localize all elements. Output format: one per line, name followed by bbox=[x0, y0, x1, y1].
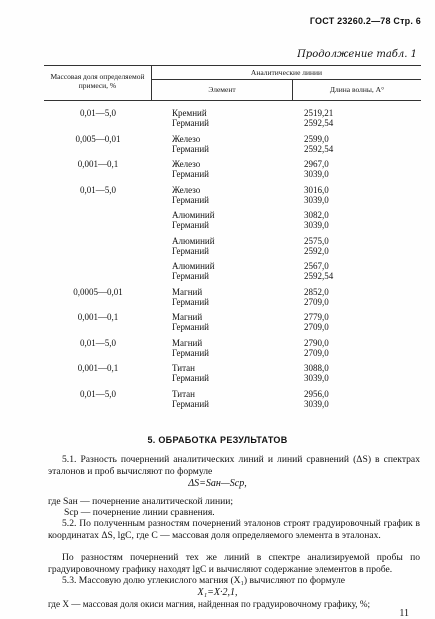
wavelength-cell bbox=[304, 108, 333, 128]
col-group-header: Аналитические линии bbox=[152, 66, 421, 80]
element-cell bbox=[172, 134, 209, 154]
wavelength-cell bbox=[304, 261, 333, 281]
where-line-2: Sср — почернение линии сравнения. bbox=[64, 507, 215, 518]
col-element-header: Элемент bbox=[152, 80, 293, 100]
table-row bbox=[44, 338, 421, 364]
wavelength-value: 2575,0 bbox=[304, 235, 329, 246]
element-name: Германий bbox=[172, 220, 209, 230]
element-cell bbox=[172, 312, 209, 332]
element-cell bbox=[172, 108, 209, 128]
table-row bbox=[44, 185, 421, 211]
mass-fraction-cell: 0,01—5,0 bbox=[80, 388, 116, 399]
section-title: 5. ОБРАБОТКА РЕЗУЛЬТАТОВ bbox=[147, 435, 288, 445]
paragraph-5-1: 5.1. Разность почернений аналитических линий и линий сравнений (ΔS) в спектрах эталонов и проб вычисляют по формуле bbox=[48, 454, 420, 477]
element-cell bbox=[172, 185, 209, 205]
wavelength-value: 2709,0 bbox=[304, 322, 329, 332]
mass-fraction-cell: 0,0005—0,01 bbox=[73, 286, 123, 297]
wavelength-cell bbox=[304, 134, 333, 154]
mass-fraction-cell: 0,001—0,1 bbox=[77, 312, 119, 322]
page-number: 11 bbox=[399, 608, 409, 619]
wavelength-value: 3039,0 bbox=[304, 398, 329, 409]
paragraph-5-2-b: По разностям почернений тех же линий в спектре анализируемой пробы по градуировочному графику находят lgC и вычисляют содержание элементов в пробе. bbox=[48, 552, 420, 575]
wavelength-value: 2567,0 bbox=[304, 261, 329, 271]
mass-fraction-cell: 0,01—5,0 bbox=[80, 184, 116, 195]
element-cell bbox=[172, 363, 209, 383]
element-name: Железо bbox=[172, 184, 201, 195]
table-continuation-label: Продолжение табл. 1 bbox=[297, 49, 417, 60]
wavelength-value: 3039,0 bbox=[304, 169, 329, 179]
wavelength-cell bbox=[304, 236, 329, 256]
element-name: Германий bbox=[172, 398, 209, 409]
table-row bbox=[44, 236, 421, 262]
wavelength-value: 3039,0 bbox=[304, 220, 329, 230]
wavelength-cell bbox=[304, 185, 329, 205]
wavelength-value: 2592,54 bbox=[304, 143, 334, 154]
spectral-lines-table bbox=[44, 65, 421, 414]
wavelength-value: 2790,0 bbox=[304, 337, 329, 348]
where-line-3: где X — массовая доля окиси магния, найденная по градуировочному графику, %; bbox=[48, 599, 371, 609]
element-name: Железо bbox=[172, 159, 201, 169]
element-name: Германий bbox=[172, 322, 209, 332]
paragraph-5-3: 5.3. Массовую долю углекислого магния (X₁) вычисляют по формуле bbox=[62, 575, 346, 586]
col-wavelength-header: Длина волны, А° bbox=[329, 85, 385, 94]
table-body bbox=[44, 101, 421, 414]
element-name: Алюминий bbox=[172, 261, 215, 271]
table-row bbox=[44, 210, 421, 236]
element-name: Титан bbox=[172, 388, 195, 399]
table-row bbox=[44, 134, 421, 160]
table-row bbox=[44, 363, 421, 389]
element-name: Германий bbox=[172, 271, 209, 281]
formula-delta-s: ΔS=Sан—Sср, bbox=[188, 478, 247, 489]
element-name: Германий bbox=[172, 194, 209, 205]
element-name: Кремний bbox=[172, 108, 207, 118]
where-line-1: где Sан — почернение аналитической линии; bbox=[48, 496, 234, 507]
element-name: Германий bbox=[172, 245, 209, 256]
wavelength-value: 2592,54 bbox=[304, 118, 334, 128]
wavelength-value: 3039,0 bbox=[304, 194, 329, 205]
wavelength-cell bbox=[304, 287, 329, 307]
wavelength-cell bbox=[304, 210, 329, 230]
mass-fraction-cell: 0,01—5,0 bbox=[80, 108, 116, 118]
element-name: Магний bbox=[172, 312, 203, 322]
wavelength-value: 2519,21 bbox=[304, 108, 334, 118]
paragraph-5-2: 5.2. По полученным разностям почернений эталонов строят градуировочный график в координатах ΔS, lgC, где C — массовая доля определяемого элемента в эталонах. bbox=[48, 518, 420, 541]
wavelength-value: 2709,0 bbox=[304, 347, 329, 358]
element-name: Магний bbox=[172, 286, 203, 297]
mass-fraction-cell: 0,001—0,1 bbox=[77, 363, 119, 373]
formula-x1: X₁=X·2,1, bbox=[197, 587, 238, 598]
element-name: Германий bbox=[172, 373, 209, 383]
page-header: ГОСТ 23260.2—78 Стр. 6 bbox=[309, 16, 421, 26]
element-cell bbox=[172, 389, 209, 409]
element-cell bbox=[172, 261, 215, 281]
element-name: Магний bbox=[172, 337, 203, 348]
element-cell bbox=[172, 159, 209, 179]
wavelength-cell bbox=[304, 363, 329, 383]
wavelength-value: 3016,0 bbox=[304, 184, 329, 195]
col-mass-header: Массовая доля определяемой примеси, % bbox=[44, 66, 152, 100]
wavelength-cell bbox=[304, 159, 329, 179]
wavelength-value: 2967,0 bbox=[304, 159, 329, 169]
element-name: Германий bbox=[172, 347, 209, 358]
wavelength-cell bbox=[304, 312, 329, 332]
element-name: Германий bbox=[172, 169, 209, 179]
element-cell bbox=[172, 287, 209, 307]
wavelength-value: 3088,0 bbox=[304, 363, 329, 373]
wavelength-value: 2592,54 bbox=[304, 271, 334, 281]
wavelength-value: 2599,0 bbox=[304, 133, 329, 144]
wavelength-value: 2956,0 bbox=[304, 388, 329, 399]
element-name: Алюминий bbox=[172, 235, 215, 246]
element-name: Железо bbox=[172, 133, 201, 144]
element-name: Германий bbox=[172, 143, 209, 154]
table-row bbox=[44, 108, 421, 134]
element-name: Алюминий bbox=[172, 210, 215, 220]
table-row bbox=[44, 159, 421, 185]
wavelength-value: 2709,0 bbox=[304, 296, 329, 307]
table-row bbox=[44, 389, 421, 415]
element-name: Титан bbox=[172, 363, 195, 373]
element-name: Германий bbox=[172, 118, 209, 128]
element-name: Германий bbox=[172, 296, 209, 307]
wavelength-cell bbox=[304, 389, 329, 409]
table-row bbox=[44, 312, 421, 338]
wavelength-cell bbox=[304, 338, 329, 358]
table-header bbox=[44, 66, 421, 101]
wavelength-value: 3039,0 bbox=[304, 373, 329, 383]
wavelength-value: 3082,0 bbox=[304, 210, 329, 220]
mass-fraction-cell: 0,01—5,0 bbox=[80, 337, 116, 348]
table-row bbox=[44, 287, 421, 313]
wavelength-value: 2592,0 bbox=[304, 245, 329, 256]
wavelength-value: 2779,0 bbox=[304, 312, 329, 322]
table-row bbox=[44, 261, 421, 287]
wavelength-value: 2852,0 bbox=[304, 286, 329, 297]
element-cell bbox=[172, 210, 215, 230]
element-cell bbox=[172, 236, 215, 256]
mass-fraction-cell: 0,005—0,01 bbox=[75, 133, 121, 144]
element-cell bbox=[172, 338, 209, 358]
mass-fraction-cell: 0,001—0,1 bbox=[77, 159, 119, 169]
